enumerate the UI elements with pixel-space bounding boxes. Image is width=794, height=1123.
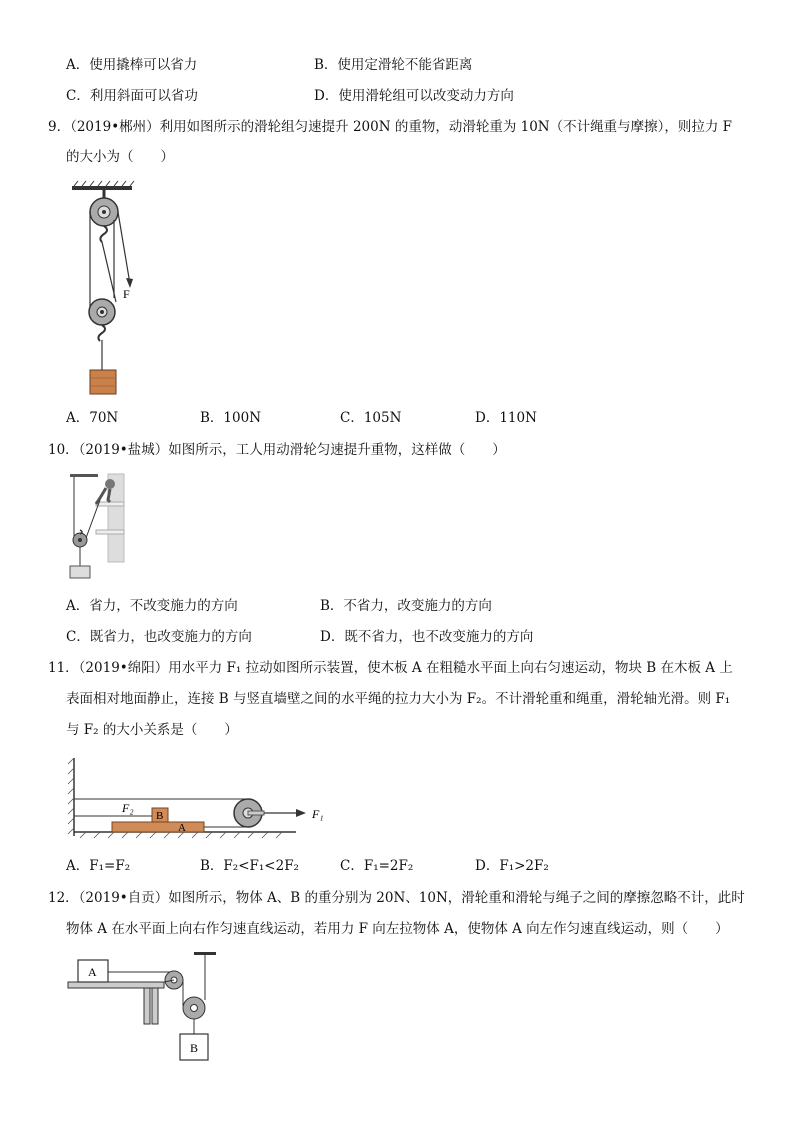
q9-force-label: F [123, 287, 130, 301]
q8-option-b: B．使用定滑轮不能省距离 [314, 57, 473, 73]
q11-label-b: B [156, 810, 164, 822]
q10-stem-line1: 10．（2019•盐城）如图所示，工人用动滑轮匀速提升重物，这样做（ ） [48, 442, 506, 458]
q9-stem-line1: 9．（2019•郴州）利用如图所示的滑轮组匀速提升 200N 的重物，动滑轮重为 10N（不计绳重与摩擦），则拉力 F [48, 119, 733, 135]
q10-option-c: C．既省力，也改变施力的方向 [66, 629, 252, 645]
q9-stem-line2: 的大小为（ ） [66, 149, 174, 165]
q10-option-b: B．不省力，改变施力的方向 [320, 598, 492, 614]
q11-board-figure [66, 752, 346, 842]
q12-pulley-figure [66, 950, 226, 1065]
q11-stem-line3: 与 F₂ 的大小关系是（ ） [66, 722, 238, 738]
q11-label-f1: F₁ [312, 807, 324, 821]
q9-pulley-figure [66, 180, 156, 400]
q11-option-b: B．F₂<F₁<2F₂ [200, 858, 299, 874]
q12-stem-line2: 物体 A 在水平面上向右作匀速直线运动，若用力 F 向左拉物体 A，使物体 A 向左作匀速直线运动，则（ ） [66, 921, 729, 937]
q11-stem-line2: 表面相对地面静止，连接 B 与竖直墙壁之间的水平绳的拉力大小为 F₂。不计滑轮重和绳重，滑轮轴光滑。则 F₁ [66, 691, 731, 707]
q9-option-c: C．105N [340, 410, 402, 426]
q9-option-a: A．70N [66, 410, 119, 426]
q8-option-a: A．使用撬棒可以省力 [66, 57, 198, 73]
q11-option-c: C．F₁=2F₂ [340, 858, 414, 874]
q11-label-a: A [178, 822, 186, 834]
q12-stem-line1: 12．（2019•自贡）如图所示，物体 A、B 的重分别为 20N、10N，滑轮重和滑轮与绳子之间的摩擦忽略不计，此时 [48, 890, 745, 906]
q8-option-d: D．使用滑轮组可以改变动力方向 [314, 88, 514, 104]
q8-option-c: C．利用斜面可以省功 [66, 88, 198, 104]
q11-label-f2: F₂ [122, 801, 134, 815]
q11-stem-line1: 11．（2019•绵阳）用水平力 F₁ 拉动如图所示装置，使木板 A 在粗糙水平面上向右匀速运动，物块 B 在木板 A 上 [48, 660, 733, 676]
q9-option-d: D．110N [475, 410, 537, 426]
q12-label-a: A [88, 965, 97, 979]
q12-label-b: B [190, 1041, 199, 1055]
q11-option-d: D．F₁>2F₂ [475, 858, 549, 874]
q9-option-b: B．100N [200, 410, 262, 426]
q10-pulley-figure [66, 472, 130, 582]
q11-option-a: A．F₁=F₂ [66, 858, 131, 874]
q10-option-d: D．既不省力，也不改变施力的方向 [320, 629, 534, 645]
q10-option-a: A．省力，不改变施力的方向 [66, 598, 238, 614]
